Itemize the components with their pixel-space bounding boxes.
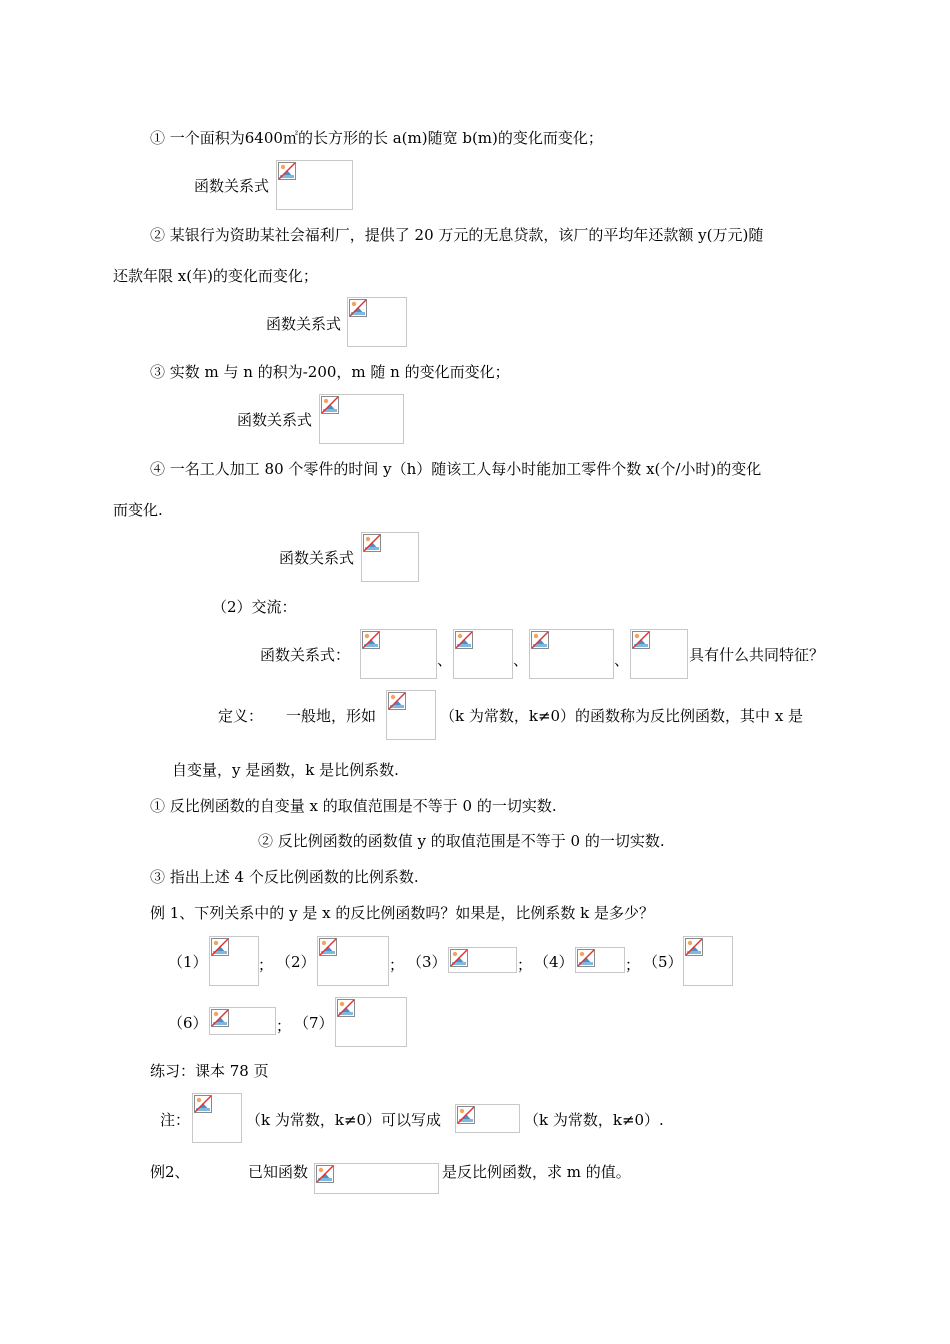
broken-image-icon: [278, 162, 296, 180]
formula-image: [192, 1093, 242, 1143]
q4-line1: ④ 一名工人加工 80 个零件的时间 y（h）随该工人每小时能加工零件个数 x(个/小时)的变化: [150, 460, 762, 478]
q4-line2: 而变化.: [113, 501, 163, 519]
example2-pre: 已知函数: [248, 1163, 309, 1181]
exchange-label: 函数关系式：: [260, 646, 351, 664]
formula-image: [630, 629, 688, 679]
broken-image-icon: [362, 631, 380, 649]
broken-image-icon: [316, 1165, 334, 1183]
broken-image-icon: [457, 1106, 475, 1124]
broken-image-icon: [531, 631, 549, 649]
broken-image-icon: [321, 396, 339, 414]
broken-image-icon: [388, 692, 406, 710]
example1-item-label: （7）: [294, 1014, 334, 1032]
formula-image: [361, 532, 419, 582]
example2-label: 例2、: [150, 1163, 190, 1181]
formula-image: [276, 160, 353, 210]
formula-image: [314, 1163, 439, 1194]
formula-image: [209, 936, 259, 986]
note-label: 注：: [160, 1111, 191, 1129]
q2-label: 函数关系式: [266, 315, 342, 333]
example2-post: 是反比例函数，求 m 的值。: [442, 1163, 631, 1181]
formula-image: [683, 936, 733, 986]
broken-image-icon: [577, 949, 595, 967]
definition-label: 定义：: [218, 707, 264, 725]
formula-image: [529, 629, 614, 679]
broken-image-icon: [363, 534, 381, 552]
exchange-tail: 具有什么共同特征？: [689, 646, 825, 664]
broken-image-icon: [685, 938, 703, 956]
note-item: ③ 指出上述 4 个反比例函数的比例系数.: [150, 868, 419, 886]
separator: ；: [625, 956, 641, 974]
formula-image: [347, 297, 407, 347]
example1-title: 例 1、下列关系中的 y 是 x 的反比例函数吗？如果是，比例系数 k 是多少？: [150, 904, 654, 922]
broken-image-icon: [211, 938, 229, 956]
separator: 、: [614, 651, 630, 669]
formula-image: [335, 997, 407, 1047]
broken-image-icon: [450, 949, 468, 967]
example1-item-label: （6）: [168, 1014, 208, 1032]
formula-image: [448, 947, 517, 973]
broken-image-icon: [455, 631, 473, 649]
formula-image: [575, 947, 625, 973]
q3-text: ③ 实数 m 与 n 的积为-200，m 随 n 的变化而变化；: [150, 363, 510, 381]
broken-image-icon: [211, 1009, 229, 1027]
definition-pre: 一般地，形如: [286, 707, 377, 725]
example1-item-label: （1）: [168, 953, 208, 971]
q1-label: 函数关系式: [194, 177, 270, 195]
separator: ；: [258, 956, 274, 974]
q2-line1: ② 某银行为资助某社会福利厂，提供了 20 万元的无息贷款，该厂的平均年还款额 y(万元)随: [150, 226, 764, 244]
note-end: （k 为常数，k≠0）.: [524, 1111, 664, 1129]
q1-text: ① 一个面积为6400㎡的长方形的长 a(m)随宽 b(m)的变化而变化；: [150, 129, 603, 147]
formula-image: [386, 690, 436, 740]
note-item: ② 反比例函数的函数值 y 的取值范围是不等于 0 的一切实数.: [258, 832, 665, 850]
formula-image: [317, 936, 389, 986]
separator: ；: [517, 956, 533, 974]
q4-label: 函数关系式: [279, 549, 355, 567]
formula-image: [319, 394, 404, 444]
broken-image-icon: [349, 299, 367, 317]
example1-item-label: （3）: [407, 953, 447, 971]
broken-image-icon: [632, 631, 650, 649]
broken-image-icon: [337, 999, 355, 1017]
note-item: ① 反比例函数的自变量 x 的取值范围是不等于 0 的一切实数.: [150, 797, 557, 815]
example1-item-label: （2）: [276, 953, 316, 971]
practice-text: 练习：课本 78 页: [150, 1062, 269, 1080]
separator: ；: [389, 956, 405, 974]
separator: ；: [276, 1017, 292, 1035]
separator: 、: [437, 651, 453, 669]
definition-post: （k 为常数，k≠0）的函数称为反比例函数，其中 x 是: [440, 707, 804, 725]
exchange-heading: （2）交流：: [212, 598, 297, 616]
example1-item-label: （5）: [643, 953, 683, 971]
definition-line2: 自变量，y 是函数，k 是比例系数.: [172, 761, 399, 779]
broken-image-icon: [194, 1095, 212, 1113]
q2-line2: 还款年限 x(年)的变化而变化；: [113, 267, 318, 285]
formula-image: [453, 629, 513, 679]
separator: 、: [513, 651, 529, 669]
formula-image: [209, 1007, 276, 1035]
q3-label: 函数关系式: [237, 411, 313, 429]
note-mid: （k 为常数，k≠0）可以写成: [246, 1111, 442, 1129]
broken-image-icon: [319, 938, 337, 956]
formula-image: [360, 629, 437, 679]
example1-item-label: （4）: [534, 953, 574, 971]
formula-image: [455, 1104, 520, 1133]
